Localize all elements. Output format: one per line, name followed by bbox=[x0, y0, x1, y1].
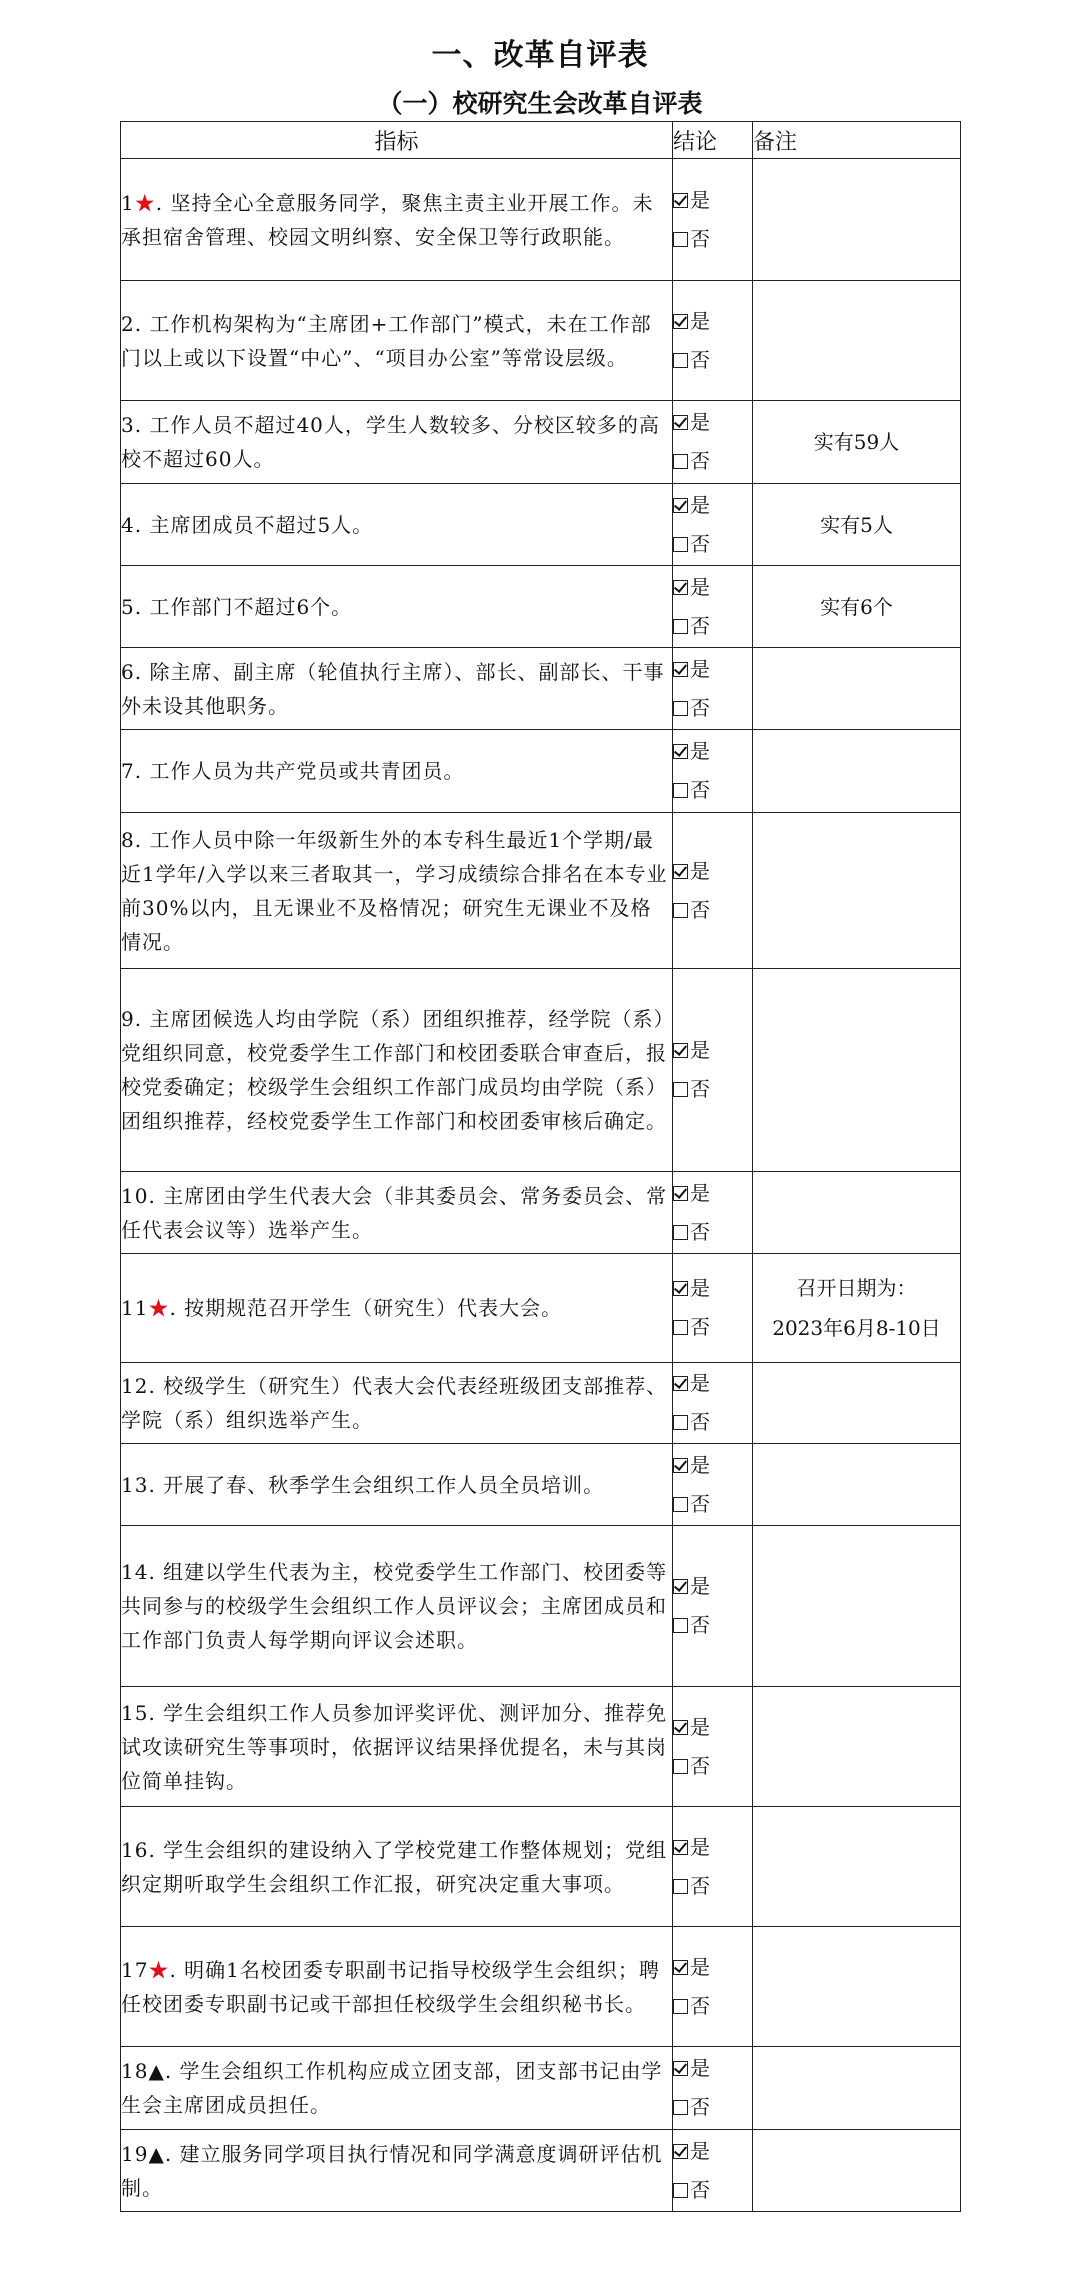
indicator-cell bbox=[121, 813, 673, 969]
table-row bbox=[121, 159, 961, 281]
option-label: 否 bbox=[690, 1077, 710, 1101]
option-no[interactable] bbox=[673, 1213, 752, 1252]
checked-box-icon[interactable] bbox=[673, 1281, 688, 1296]
indicator-cell bbox=[121, 159, 673, 281]
indicator-cell bbox=[121, 1254, 673, 1363]
unchecked-box-icon[interactable] bbox=[673, 1879, 688, 1894]
option-yes[interactable] bbox=[673, 732, 752, 771]
remark-cell bbox=[753, 159, 961, 281]
indicator-text: . 学生会组织工作人员参加评奖评优、测评加分、推荐免试攻读研究生等事项时，依据评议结果择优提名，未与其岗位简单挂钩。 bbox=[121, 1700, 668, 1793]
conclusion-cell bbox=[673, 813, 753, 969]
option-yes[interactable] bbox=[673, 486, 752, 525]
item-number: 2 bbox=[121, 311, 135, 336]
item-number: 17 bbox=[121, 1957, 149, 1982]
remark-cell bbox=[753, 1526, 961, 1687]
checked-box-icon[interactable] bbox=[673, 1579, 688, 1594]
indicator-cell bbox=[121, 1687, 673, 1807]
table-row bbox=[121, 281, 961, 401]
option-label: 否 bbox=[690, 1753, 710, 1778]
option-label: 否 bbox=[690, 449, 710, 473]
option-label: 是 bbox=[690, 1452, 710, 1477]
checked-box-icon[interactable] bbox=[673, 415, 688, 430]
item-number: 3 bbox=[121, 413, 135, 437]
indicator-text: . 工作人员不超过40人，学生人数较多、分校区较多的高校不超过60人。 bbox=[121, 413, 660, 471]
option-yes[interactable] bbox=[673, 568, 752, 607]
indicator-cell bbox=[121, 1526, 673, 1687]
option-yes[interactable] bbox=[673, 302, 752, 341]
unchecked-box-icon[interactable] bbox=[673, 2100, 688, 2115]
unchecked-box-icon[interactable] bbox=[673, 1618, 688, 1633]
item-number: 4 bbox=[121, 512, 135, 537]
table-row bbox=[121, 401, 961, 484]
option-no[interactable] bbox=[673, 771, 752, 810]
option-label: 否 bbox=[690, 778, 710, 802]
indicator-text: . 坚持全心全意服务同学，聚焦主责主业开展工作。未承担宿舍管理、校园文明纠察、安全保卫等行政职能。 bbox=[121, 190, 654, 249]
checked-box-icon[interactable] bbox=[673, 662, 688, 677]
unchecked-box-icon[interactable] bbox=[673, 783, 688, 798]
option-label: 否 bbox=[690, 1219, 710, 1244]
remark-cell bbox=[753, 566, 961, 648]
table-row bbox=[121, 2047, 961, 2130]
checked-box-icon[interactable] bbox=[673, 1043, 688, 1058]
remark-cell bbox=[753, 1687, 961, 1807]
item-number: 9 bbox=[121, 1007, 135, 1031]
option-no[interactable] bbox=[673, 1070, 752, 1109]
conclusion-cell bbox=[673, 1172, 753, 1254]
option-label: 否 bbox=[690, 1315, 710, 1339]
conclusion-cell bbox=[673, 1807, 753, 1927]
option-label: 是 bbox=[690, 2056, 710, 2080]
indicator-cell bbox=[121, 566, 673, 648]
red-star-icon: ★ bbox=[148, 1957, 170, 1982]
checked-box-icon[interactable] bbox=[673, 1840, 688, 1855]
checked-box-icon[interactable] bbox=[673, 1458, 688, 1473]
unchecked-box-icon[interactable] bbox=[673, 2183, 688, 2198]
item-number: 7 bbox=[121, 759, 135, 783]
option-yes[interactable] bbox=[673, 181, 752, 220]
option-label: 是 bbox=[690, 492, 710, 517]
unchecked-box-icon[interactable] bbox=[673, 1320, 688, 1335]
unchecked-box-icon[interactable] bbox=[673, 537, 688, 552]
unchecked-box-icon[interactable] bbox=[673, 232, 688, 247]
option-label: 是 bbox=[690, 656, 710, 681]
remark-cell bbox=[753, 813, 961, 969]
item-number: 1 bbox=[121, 190, 135, 215]
conclusion-cell bbox=[673, 2130, 753, 2212]
remark-cell bbox=[753, 1807, 961, 1927]
remark-text: 召开日期为： bbox=[796, 1276, 917, 1300]
table-subtitle: （一）校研究生会改革自评表 bbox=[377, 89, 703, 118]
table-row bbox=[121, 1807, 961, 1927]
unchecked-box-icon[interactable] bbox=[673, 701, 688, 716]
triangle-icon: ▲ bbox=[148, 2141, 165, 2166]
unchecked-box-icon[interactable] bbox=[673, 1415, 688, 1430]
option-yes[interactable] bbox=[673, 650, 752, 689]
indicator-cell bbox=[121, 1927, 673, 2047]
remark-cell bbox=[753, 401, 961, 484]
conclusion-cell bbox=[673, 281, 753, 401]
remark-text: 实有59人 bbox=[813, 430, 900, 454]
unchecked-box-icon[interactable] bbox=[673, 1497, 688, 1512]
red-star-icon: ★ bbox=[148, 1296, 170, 1320]
option-no[interactable] bbox=[673, 607, 752, 646]
option-no[interactable] bbox=[673, 1308, 752, 1347]
item-number: 16 bbox=[121, 1837, 149, 1862]
option-label: 否 bbox=[690, 695, 710, 720]
remark-text: 2023年6月8-10日 bbox=[772, 1316, 941, 1340]
remark-cell bbox=[753, 2047, 961, 2130]
conclusion-cell bbox=[673, 1254, 753, 1363]
unchecked-box-icon[interactable] bbox=[673, 1999, 688, 2014]
unchecked-box-icon[interactable] bbox=[673, 1082, 688, 1097]
conclusion-cell bbox=[673, 1363, 753, 1444]
option-yes[interactable] bbox=[673, 1567, 752, 1606]
remark-text: 实有6个 bbox=[820, 594, 893, 619]
checked-box-icon[interactable] bbox=[673, 193, 688, 208]
conclusion-cell bbox=[673, 1526, 753, 1687]
checked-box-icon[interactable] bbox=[673, 1720, 688, 1735]
option-label: 否 bbox=[690, 897, 710, 922]
item-number: 8 bbox=[121, 827, 135, 852]
indicator-text: . 学生会组织的建设纳入了学校党建工作整体规划；党组织定期听取学生会组织工作汇报，研究决定重大事项。 bbox=[121, 1837, 668, 1896]
indicator-cell bbox=[121, 648, 673, 730]
option-label: 否 bbox=[690, 1613, 710, 1637]
conclusion-cell bbox=[673, 648, 753, 730]
item-number: 14 bbox=[121, 1560, 149, 1584]
option-label: 否 bbox=[690, 613, 710, 638]
option-yes[interactable] bbox=[673, 1708, 752, 1747]
indicator-cell bbox=[121, 401, 673, 484]
item-number: 5 bbox=[121, 594, 135, 619]
option-label: 否 bbox=[690, 226, 710, 251]
remark-cell bbox=[753, 648, 961, 730]
conclusion-cell bbox=[673, 484, 753, 566]
remark-cell bbox=[753, 1172, 961, 1254]
checked-box-icon[interactable] bbox=[673, 1960, 688, 1975]
indicator-cell bbox=[121, 1444, 673, 1526]
indicator-text: . 开展了春、秋季学生会组织工作人员全员培训。 bbox=[148, 1472, 605, 1497]
option-yes[interactable] bbox=[673, 1828, 752, 1867]
table-header-row bbox=[121, 122, 961, 159]
option-yes[interactable] bbox=[673, 2132, 752, 2171]
table-row bbox=[121, 1687, 961, 1807]
option-no[interactable] bbox=[673, 1606, 752, 1645]
conclusion-cell bbox=[673, 1687, 753, 1807]
option-label: 是 bbox=[690, 1371, 710, 1395]
remark-cell bbox=[753, 1363, 961, 1444]
unchecked-box-icon[interactable] bbox=[673, 903, 688, 918]
option-yes[interactable] bbox=[673, 2049, 752, 2088]
option-label: 否 bbox=[690, 347, 710, 372]
table-row bbox=[121, 2130, 961, 2212]
indicator-text: . 组建以学生代表为主，校党委学生工作部门、校团委等共同参与的校级学生会组织工作人员评议会；主席团成员和工作部门负责人每学期向评议会述职。 bbox=[121, 1560, 668, 1652]
option-yes[interactable] bbox=[673, 1174, 752, 1213]
indicator-cell bbox=[121, 1807, 673, 1927]
option-label: 否 bbox=[690, 1873, 710, 1898]
header-conclusion: 结论 bbox=[673, 122, 753, 159]
option-no[interactable] bbox=[673, 1747, 752, 1786]
remark-cell bbox=[753, 1254, 961, 1363]
option-no[interactable] bbox=[673, 891, 752, 930]
checked-box-icon[interactable] bbox=[673, 580, 688, 595]
self-evaluation-table bbox=[120, 121, 961, 2212]
option-label: 是 bbox=[690, 1038, 710, 1062]
option-label: 是 bbox=[690, 1180, 710, 1205]
checked-box-icon[interactable] bbox=[673, 498, 688, 513]
item-number: 6 bbox=[121, 659, 135, 684]
item-number: 10 bbox=[121, 1183, 149, 1208]
option-yes[interactable] bbox=[673, 852, 752, 891]
indicator-text: . 主席团由学生代表大会（非其委员会、常务委员会、常任代表会议等）选举产生。 bbox=[121, 1183, 668, 1242]
option-yes[interactable] bbox=[673, 1446, 752, 1485]
remark-cell bbox=[753, 2130, 961, 2212]
option-no[interactable] bbox=[673, 525, 752, 564]
checked-box-icon[interactable] bbox=[673, 864, 688, 879]
unchecked-box-icon[interactable] bbox=[673, 1759, 688, 1774]
conclusion-cell bbox=[673, 1444, 753, 1526]
indicator-cell bbox=[121, 1172, 673, 1254]
header-remark: 备注 bbox=[753, 122, 961, 159]
remark-text: 实有5人 bbox=[820, 512, 893, 537]
conclusion-cell bbox=[673, 969, 753, 1172]
indicator-text: . 建立服务同学项目执行情况和同学满意度调研评估机制。 bbox=[121, 2141, 663, 2200]
indicator-text: . 主席团候选人均由学院（系）团组织推荐，经学院（系）党组织同意，校党委学生工作部门和校团委联合审查后，报校党委确定；校级学生会组织工作部门成员均由学院（系）团组织推荐，经校党委学生工作部门和校团委审核后确定。 bbox=[121, 1007, 667, 1133]
indicator-text: . 校级学生（研究生）代表大会代表经班级团支部推荐、学院（系）组织选举产生。 bbox=[121, 1374, 668, 1432]
option-no[interactable] bbox=[673, 1485, 752, 1524]
option-label: 是 bbox=[690, 410, 710, 434]
table-row bbox=[121, 566, 961, 648]
option-label: 是 bbox=[690, 574, 710, 599]
red-star-icon: ★ bbox=[134, 190, 156, 215]
conclusion-cell bbox=[673, 401, 753, 484]
remark-cell bbox=[753, 1927, 961, 2047]
unchecked-box-icon[interactable] bbox=[673, 353, 688, 368]
table-row bbox=[121, 730, 961, 813]
table-row bbox=[121, 969, 961, 1172]
indicator-text: . 除主席、副主席（轮值执行主席）、部长、副部长、干事外未设其他职务。 bbox=[121, 659, 665, 718]
option-label: 是 bbox=[690, 739, 710, 763]
option-no[interactable] bbox=[673, 689, 752, 728]
conclusion-cell bbox=[673, 159, 753, 281]
checked-box-icon[interactable] bbox=[673, 2061, 688, 2076]
option-no[interactable] bbox=[673, 220, 752, 259]
option-no[interactable] bbox=[673, 2171, 752, 2210]
conclusion-cell bbox=[673, 1927, 753, 2047]
option-label: 是 bbox=[690, 187, 710, 212]
remark-cell bbox=[753, 730, 961, 813]
checked-box-icon[interactable] bbox=[673, 744, 688, 759]
table-row bbox=[121, 648, 961, 730]
indicator-cell bbox=[121, 2130, 673, 2212]
indicator-text: . 工作部门不超过6个。 bbox=[134, 594, 353, 619]
option-yes[interactable] bbox=[673, 403, 752, 442]
option-yes[interactable] bbox=[673, 1948, 752, 1987]
item-number: 18 bbox=[121, 2059, 149, 2083]
remark-cell bbox=[753, 281, 961, 401]
option-no[interactable] bbox=[673, 442, 752, 481]
item-number: 19 bbox=[121, 2141, 149, 2166]
table-row bbox=[121, 1526, 961, 1687]
option-no[interactable] bbox=[673, 2088, 752, 2127]
option-label: 否 bbox=[690, 531, 710, 556]
indicator-cell bbox=[121, 281, 673, 401]
triangle-icon: ▲ bbox=[148, 2059, 165, 2083]
option-label: 是 bbox=[690, 1834, 710, 1859]
conclusion-cell bbox=[673, 2047, 753, 2130]
option-no[interactable] bbox=[673, 341, 752, 380]
table-row bbox=[121, 1172, 961, 1254]
option-yes[interactable] bbox=[673, 1031, 752, 1070]
checked-box-icon[interactable] bbox=[673, 314, 688, 329]
option-no[interactable] bbox=[673, 1867, 752, 1906]
indicator-text: . 明确1名校团委专职副书记指导校级学生会组织；聘任校团委专职副书记或干部担任校级学生会组织秘书长。 bbox=[121, 1957, 660, 2016]
table-row bbox=[121, 813, 961, 969]
option-no[interactable] bbox=[673, 1987, 752, 2026]
option-label: 是 bbox=[690, 1954, 710, 1979]
table-row bbox=[121, 1444, 961, 1526]
conclusion-cell bbox=[673, 730, 753, 813]
option-label: 否 bbox=[690, 1491, 710, 1516]
option-label: 否 bbox=[690, 2095, 710, 2119]
unchecked-box-icon[interactable] bbox=[673, 1225, 688, 1240]
remark-cell bbox=[753, 1444, 961, 1526]
document-title: 一、改革自评表 bbox=[431, 38, 649, 73]
indicator-text: . 工作人员中除一年级新生外的本专科生最近1个学期/最近1学年/入学以来三者取其一，学习成绩综合排名在本专业前30%以内，且无课业不及格情况；研究生无课业不及格情况。 bbox=[121, 827, 668, 954]
indicator-text: . 学生会组织工作机构应成立团支部，团支部书记由学生会主席团成员担任。 bbox=[121, 2059, 663, 2117]
indicator-cell bbox=[121, 2047, 673, 2130]
option-label: 是 bbox=[690, 2138, 710, 2163]
header-indicator: 指标 bbox=[121, 122, 673, 159]
checked-box-icon[interactable] bbox=[673, 2144, 688, 2159]
option-label: 是 bbox=[690, 308, 710, 333]
option-label: 是 bbox=[690, 858, 710, 883]
option-label: 否 bbox=[690, 1993, 710, 2018]
indicator-cell bbox=[121, 484, 673, 566]
table-row bbox=[121, 1363, 961, 1444]
item-number: 13 bbox=[121, 1472, 149, 1497]
option-label: 是 bbox=[690, 1714, 710, 1739]
indicator-text: . 工作机构架构为“主席团+工作部门”模式，未在工作部门以上或以下设置“中心”、“项目办公室”等常设层级。 bbox=[121, 311, 652, 370]
unchecked-box-icon[interactable] bbox=[673, 454, 688, 469]
option-label: 否 bbox=[690, 2177, 710, 2202]
unchecked-box-icon[interactable] bbox=[673, 619, 688, 634]
item-number: 11 bbox=[121, 1296, 149, 1320]
table-row bbox=[121, 484, 961, 566]
indicator-text: . 按期规范召开学生（研究生）代表大会。 bbox=[169, 1296, 563, 1320]
option-label: 否 bbox=[690, 1410, 710, 1434]
indicator-cell bbox=[121, 730, 673, 813]
remark-cell bbox=[753, 969, 961, 1172]
option-no[interactable] bbox=[673, 1403, 752, 1442]
table-body bbox=[121, 159, 961, 2212]
option-label: 是 bbox=[690, 1574, 710, 1598]
item-number: 15 bbox=[121, 1700, 149, 1725]
indicator-text: . 工作人员为共产党员或共青团员。 bbox=[134, 759, 465, 783]
table-row bbox=[121, 1927, 961, 2047]
indicator-cell bbox=[121, 969, 673, 1172]
conclusion-cell bbox=[673, 566, 753, 648]
table-row bbox=[121, 1254, 961, 1363]
checked-box-icon[interactable] bbox=[673, 1376, 688, 1391]
item-number: 12 bbox=[121, 1374, 149, 1398]
option-yes[interactable] bbox=[673, 1364, 752, 1403]
checked-box-icon[interactable] bbox=[673, 1186, 688, 1201]
option-yes[interactable] bbox=[673, 1269, 752, 1308]
indicator-cell bbox=[121, 1363, 673, 1444]
indicator-text: . 主席团成员不超过5人。 bbox=[134, 512, 374, 537]
option-label: 是 bbox=[690, 1276, 710, 1300]
remark-cell bbox=[753, 484, 961, 566]
